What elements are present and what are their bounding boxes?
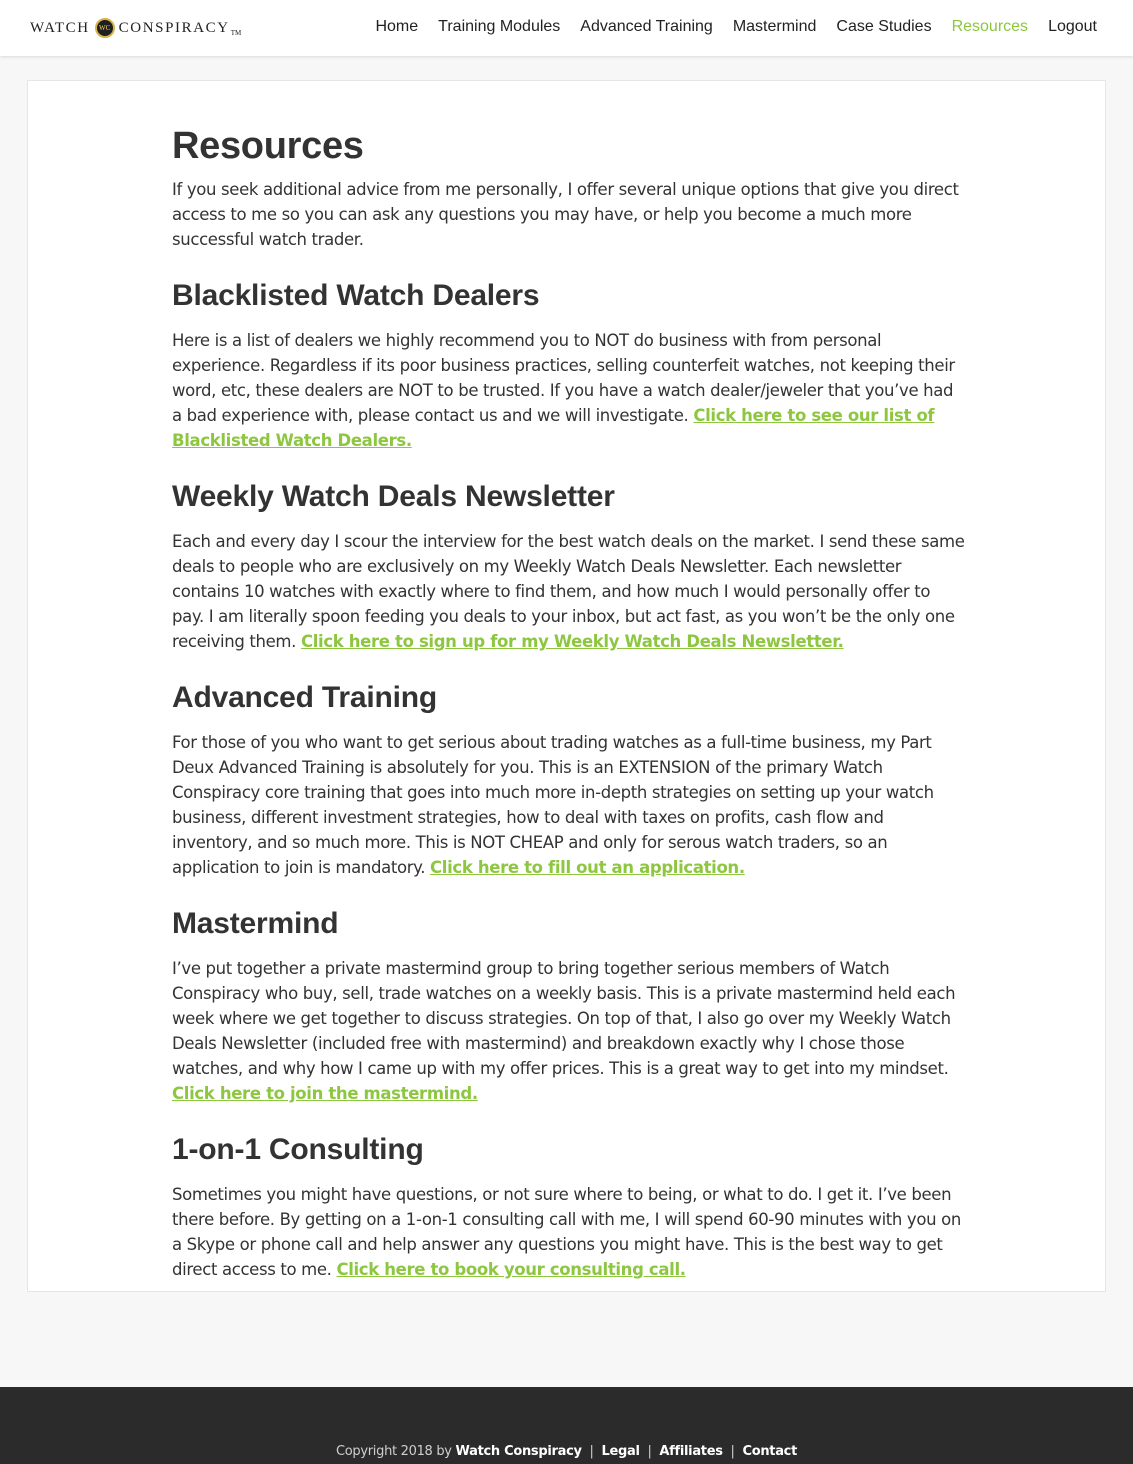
footer-brand-link[interactable]: Watch Conspiracy xyxy=(455,1444,582,1459)
logo-trademark: TM xyxy=(230,29,242,37)
footer-copyright xyxy=(0,1444,1133,1459)
section-heading: Weekly Watch Deals Newsletter xyxy=(172,480,615,513)
content-card xyxy=(27,80,1106,1292)
logo-emblem-icon: WC xyxy=(95,18,115,38)
application-link[interactable]: Click here to fill out an application. xyxy=(430,858,745,877)
section-heading: Mastermind xyxy=(172,907,339,940)
section-body xyxy=(172,956,966,1106)
logo-word-watch: WATCH xyxy=(30,19,90,36)
site-footer xyxy=(0,1387,1133,1464)
nav-case-studies[interactable]: Case Studies xyxy=(836,18,932,35)
nav-training-modules[interactable]: Training Modules xyxy=(438,18,561,35)
section-text: Sometimes you might have questions, or not sure where to being, or what to do. I get it. I’ve been there before. By getting on a 1-on-1 consulting call with me, I will spend 60-90 minutes with you on a Skype or phone call and help answer any questions you might have. This is the best way to get direct access to me. xyxy=(172,1185,961,1279)
section-heading: Advanced Training xyxy=(172,681,437,714)
section-advanced-training xyxy=(172,680,966,880)
footer-separator: | xyxy=(589,1444,594,1459)
section-body xyxy=(172,1182,966,1282)
join-mastermind-link[interactable]: Click here to join the mastermind. xyxy=(172,1084,478,1103)
section-mastermind xyxy=(172,906,966,1106)
nav-home[interactable]: Home xyxy=(375,18,419,35)
article xyxy=(172,121,966,1282)
logo-word-conspiracy: CONSPIRACY xyxy=(118,19,230,36)
section-text: Each and every day I scour the interview for the best watch deals on the market. I send these same deals to people who are exclusively on my Weekly Watch Deals Newsletter. Each newsletter contains 10 watches with exactly where to find them, and how much I would personally offer to pay. I am literally spoon feeding you deals to your inbox, but act fast, as you won’t be the only one receiving them. xyxy=(172,532,965,651)
section-text: For those of you who want to get serious about trading watches as a full-time business, my Part Deux Advanced Training is absolutely for you. This is an EXTENSION of the primary Watch Conspiracy core training that goes into much more in-depth strategies on setting up your watch business, different investment strategies, how to deal with taxes on profits, cash flow and inventory, and so much more. This is NOT CHEAP and only for serous watch traders, so an application to join is mandatory. xyxy=(172,733,934,877)
site-header xyxy=(0,0,1133,56)
section-heading: 1-on-1 Consulting xyxy=(172,1133,424,1166)
nav-logout[interactable]: Logout xyxy=(1048,18,1097,35)
nav-resources[interactable]: Resources xyxy=(951,18,1029,35)
intro-paragraph: If you seek additional advice from me personally, I offer several unique options that give you direct access to me so you can ask any questions you may have, or help you become a much more successful watch trader. xyxy=(172,180,959,249)
main-nav xyxy=(355,17,1097,37)
footer-separator: | xyxy=(647,1444,652,1459)
copyright-text: Copyright 2018 by xyxy=(335,1444,452,1459)
footer-legal-link[interactable]: Legal xyxy=(601,1444,640,1459)
site-logo[interactable] xyxy=(30,15,241,41)
section-body xyxy=(172,730,966,880)
page-title: Resources xyxy=(172,125,364,167)
section-body xyxy=(172,529,966,654)
footer-affiliates-link[interactable]: Affiliates xyxy=(659,1444,723,1459)
section-consulting xyxy=(172,1132,966,1282)
nav-mastermind[interactable]: Mastermind xyxy=(732,18,817,35)
section-newsletter xyxy=(172,479,966,654)
newsletter-signup-link[interactable]: Click here to sign up for my Weekly Watch Deals Newsletter. xyxy=(300,632,844,651)
section-blacklisted-dealers xyxy=(172,278,966,453)
section-text: I’ve put together a private mastermind group to bring together serious members of Watch Conspiracy who buy, sell, trade watches on a weekly basis. This is a private mastermind held each week where we get together to discuss strategies. On top of that, I also go over my Weekly Watch Deals Newsletter (included free with mastermind) and breakdown exactly why I chose those watches, and why how I came up with my offer prices. This is a great way to get into my mindset. xyxy=(172,959,956,1078)
blacklist-link[interactable]: Click here to see our list of Blacklisted Watch Dealers. xyxy=(172,406,935,450)
nav-advanced-training[interactable]: Advanced Training xyxy=(580,18,713,35)
footer-separator: | xyxy=(730,1444,735,1459)
book-consulting-link[interactable]: Click here to book your consulting call. xyxy=(336,1260,686,1279)
section-text: Here is a list of dealers we highly recommend you to NOT do business with from personal experience. Regardless if its poor business practices, selling counterfeit watches, not keeping their word, etc, these dealers are NOT to be trusted. If you have a watch dealer/jeweler that you’ve had a bad experience with, please contact us and we will investigate. xyxy=(172,331,955,425)
section-body xyxy=(172,328,966,453)
section-heading: Blacklisted Watch Dealers xyxy=(172,279,540,312)
footer-contact-link[interactable]: Contact xyxy=(742,1444,798,1459)
